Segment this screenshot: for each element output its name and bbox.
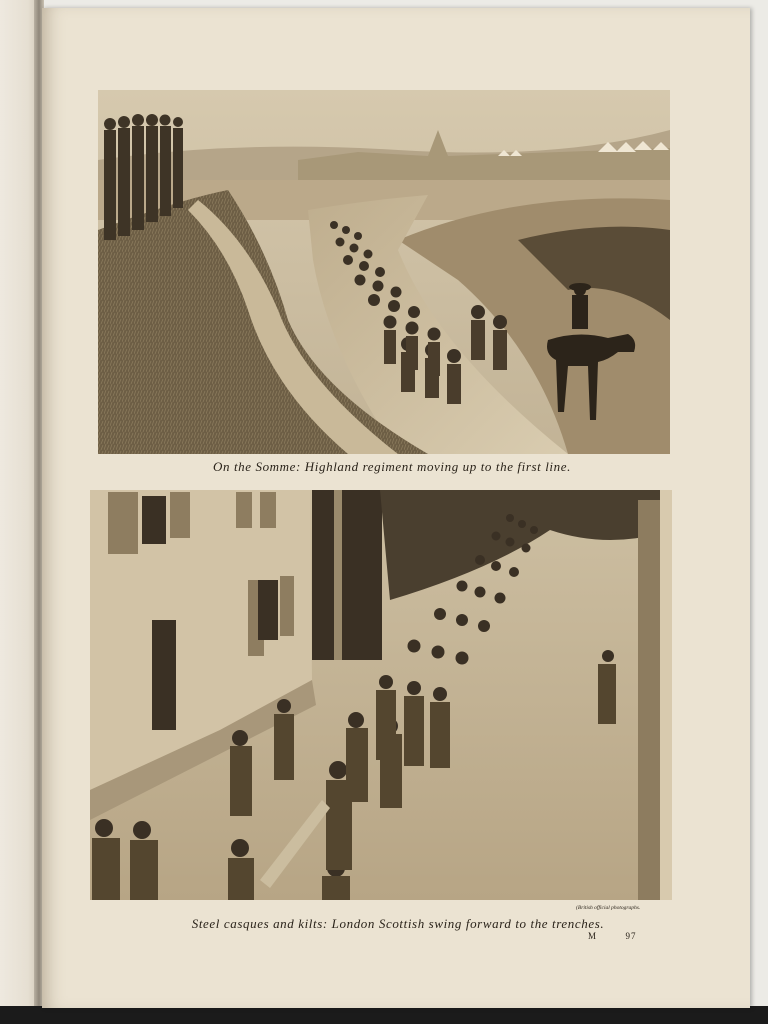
photo-caption: On the Somme: Highland regiment moving up to the first line. [213, 459, 571, 474]
photo-highland-regiment [98, 90, 670, 454]
page-footer [588, 931, 637, 941]
photo-london-scottish-image [90, 490, 672, 900]
page-number: 97 [625, 931, 637, 941]
photo-highland-regiment-image [98, 90, 670, 454]
magazine-page [42, 8, 750, 1008]
photo-credit: (British official photographs. [576, 905, 641, 911]
photo-london-scottish [90, 490, 672, 900]
photo-caption: Steel casques and kilts: London Scottish swing forward to the trenches. [191, 916, 605, 931]
table-surface [0, 1006, 768, 1024]
signature-mark: M [588, 931, 598, 941]
